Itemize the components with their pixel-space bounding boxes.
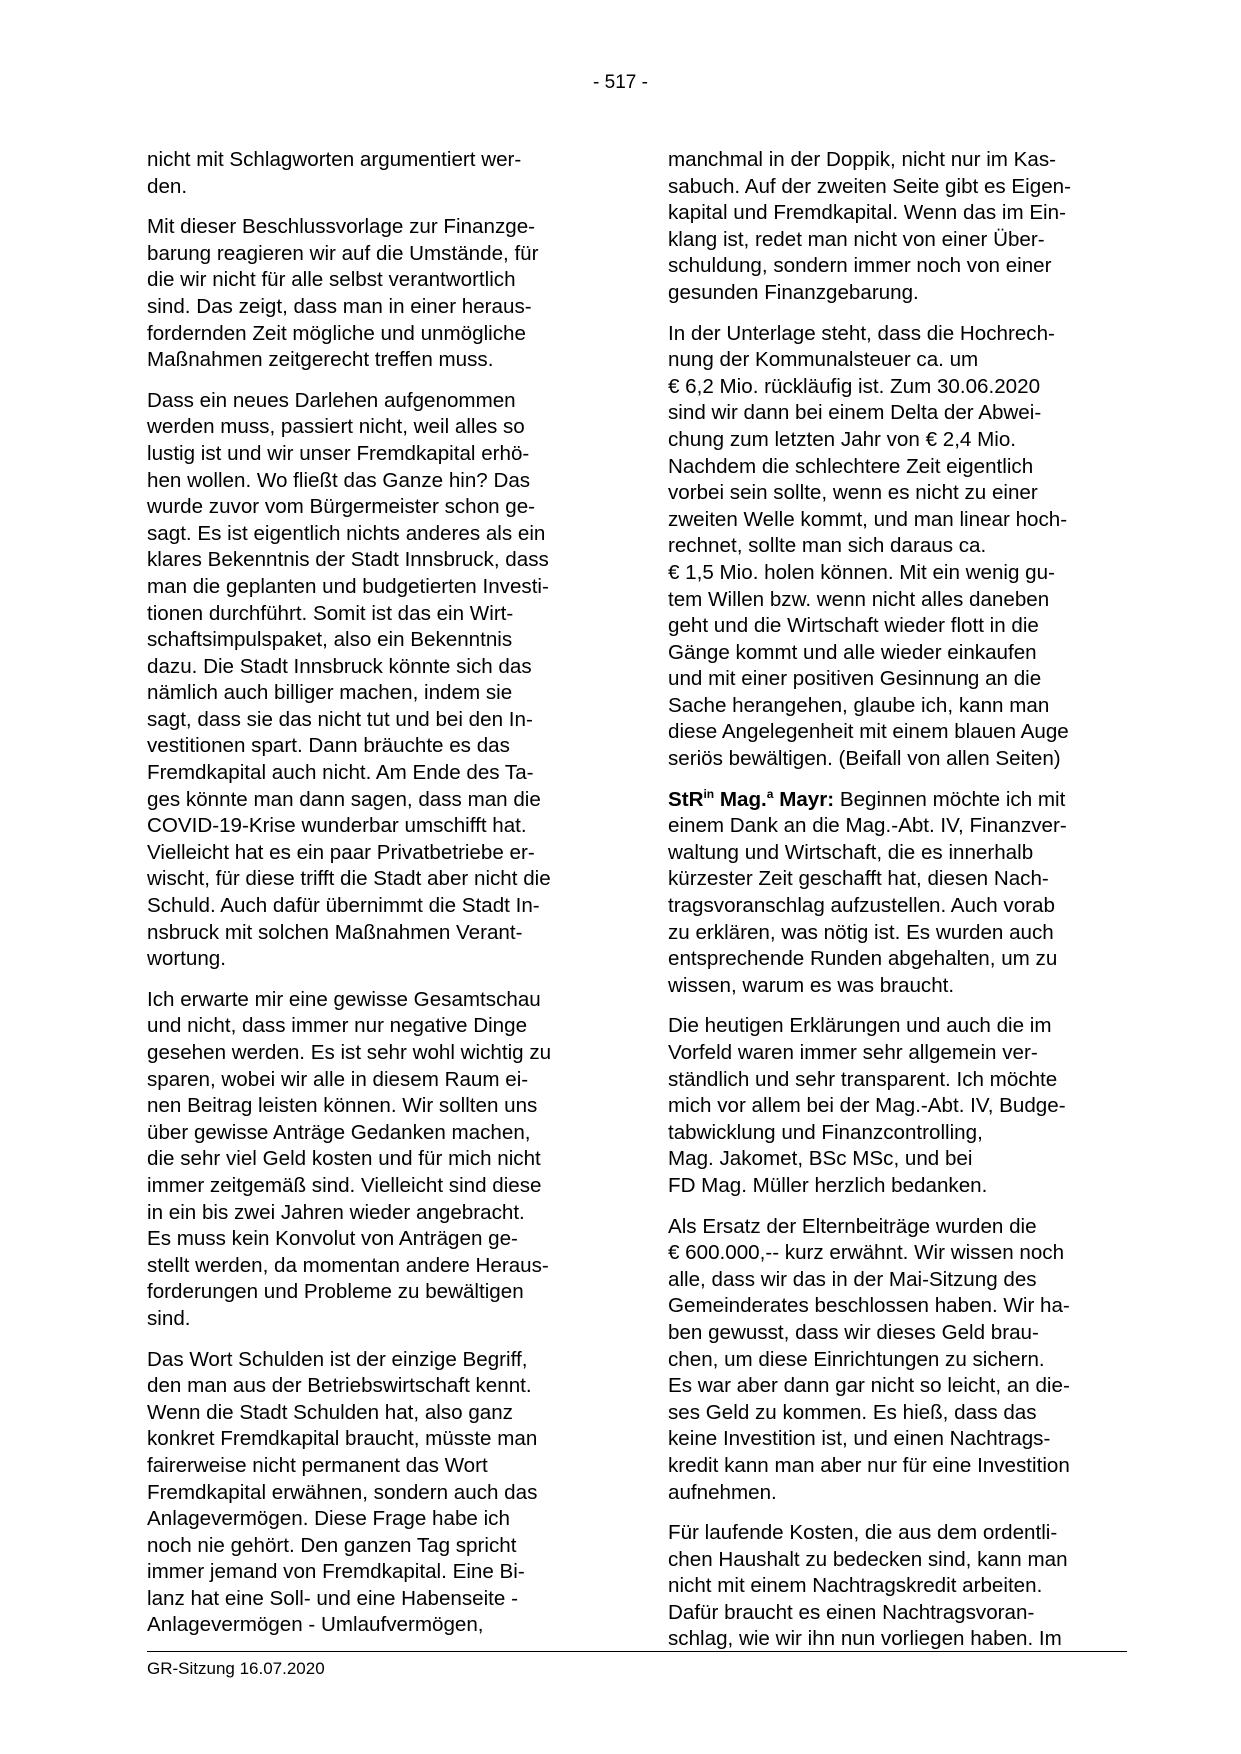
- text-line: Vorfeld waren immer sehr allgemein ver-: [668, 1041, 1038, 1064]
- text-line: Anlagevermögen - Umlaufvermögen,: [147, 1613, 484, 1637]
- text-line: nämlich auch billiger machen, indem sie: [147, 681, 513, 705]
- text-line: Anlagevermögen. Diese Frage habe ich: [147, 1507, 510, 1531]
- paragraph: [668, 321, 1138, 773]
- paragraph: [668, 1520, 1138, 1653]
- text-line: wortung.: [147, 947, 226, 971]
- text-line: tem Willen bzw. wenn nicht alles daneben: [668, 587, 1050, 611]
- text-line: wurde zuvor vom Bürgermeister schon ge-: [147, 495, 536, 519]
- text-line: Nachdem die schlechtere Zeit eigentlich: [668, 454, 1034, 478]
- paragraph: [147, 1347, 607, 1640]
- speaker-paragraph: [668, 787, 1138, 1000]
- text-line: seriös bewältigen. (Beifall von allen Seiten): [668, 747, 1061, 771]
- text-line: Ich erwarte mir eine gewisse Gesamtschau: [147, 987, 541, 1011]
- text-line: Sache herangehen, glaube ich, kann man: [668, 693, 1050, 717]
- text-line: mich vor allem bei der Mag.-Abt. IV, Budge-: [668, 1094, 1066, 1118]
- text-line: tionen durchführt. Somit ist das ein Wirt-: [147, 601, 514, 625]
- text-line: und nicht, dass immer nur negative Dinge: [147, 1014, 528, 1038]
- text-line: konkret Fremdkapital braucht, müsste man: [147, 1427, 538, 1451]
- speaker-lines: [668, 813, 1138, 999]
- text-line: sagt. Es ist eigentlich nichts anderes als ein: [147, 521, 546, 545]
- speaker-first-line: StR$^{in}$ Mag.$^a$ Mayr: Beginnen möchte ich mit: [668, 786, 1066, 811]
- text-line: ständlich und sehr transparent. Ich möchte: [668, 1067, 1058, 1091]
- text-line: sagt, dass sie das nicht tut und bei den In-: [147, 707, 533, 731]
- text-line: immer zeitgemäß sind. Vielleicht sind diese: [147, 1173, 542, 1197]
- text-line: klang ist, redet man nicht von einer Über-: [668, 227, 1045, 251]
- paragraph: [668, 147, 1138, 307]
- text-line: lustig ist und wir unser Fremdkapital erhö-: [147, 441, 530, 465]
- text-line: Es muss kein Konvolut von Anträgen ge-: [147, 1227, 518, 1251]
- text-line: Das Wort Schulden ist der einzige Begriff,: [147, 1347, 528, 1371]
- footer-text: GR-Sitzung 16.07.2020: [147, 1659, 325, 1678]
- text-line: kredit kann man aber nur für eine Investition: [668, 1453, 1070, 1477]
- text-line: sind wir dann bei einem Delta der Abwei-: [668, 401, 1042, 425]
- text-line: dazu. Die Stadt Innsbruck könnte sich das: [147, 654, 532, 678]
- text-line: COVID-19-Krise wunderbar umschifft hat.: [147, 814, 527, 838]
- paragraph: [147, 214, 607, 374]
- text-line: einem Dank an die Mag.-Abt. IV, Finanzver-: [668, 814, 1067, 838]
- text-line: keine Investition ist, und einen Nachtrags-: [668, 1427, 1051, 1451]
- text-line: noch nie gehört. Den ganzen Tag spricht: [147, 1533, 517, 1557]
- text-line: Es war aber dann gar nicht so leicht, an die-: [668, 1374, 1070, 1398]
- text-line: ben gewusst, dass wir dieses Geld brau-: [668, 1320, 1039, 1344]
- text-line: Gemeinderates beschlossen haben. Wir ha-: [668, 1294, 1070, 1318]
- paragraph: [147, 147, 607, 200]
- text-line: diese Angelegenheit mit einem blauen Auge: [668, 720, 1069, 744]
- text-line: man die geplanten und budgetierten Investi-: [147, 574, 549, 598]
- text-line: schaftsimpulspaket, also ein Bekenntnis: [147, 628, 513, 652]
- text-line: kapital und Fremdkapital. Wenn das im Ein-: [668, 201, 1066, 225]
- text-line: tragsvoranschlag aufzustellen. Auch vorab: [668, 894, 1055, 918]
- text-line: € 6,2 Mio. rückläufig ist. Zum 30.06.2020: [668, 374, 1041, 398]
- text-line: aufnehmen.: [668, 1480, 777, 1504]
- text-line: die wir nicht für alle selbst verantwortlich: [147, 268, 516, 292]
- text-line: Fremdkapital erwähnen, sondern auch das: [147, 1480, 538, 1504]
- text-line: nen Beitrag leisten können. Wir sollten uns: [147, 1094, 538, 1118]
- text-line: nsbruck mit solchen Maßnahmen Verant-: [147, 920, 523, 944]
- text-line: chen, um diese Einrichtungen zu sichern.: [668, 1347, 1045, 1371]
- text-line: Für laufende Kosten, die aus dem ordentli-: [668, 1521, 1058, 1545]
- right-column: [668, 147, 1138, 1667]
- text-line: den.: [147, 174, 188, 198]
- text-line: € 600.000,-- kurz erwähnt. Wir wissen noch: [668, 1241, 1065, 1265]
- text-line: werden muss, passiert nicht, weil alles so: [147, 415, 525, 439]
- text-line: über gewisse Anträge Gedanken machen,: [147, 1120, 531, 1144]
- text-line: Die heutigen Erklärungen und auch die im: [668, 1014, 1052, 1038]
- text-line: forderungen und Probleme zu bewältigen: [147, 1280, 524, 1304]
- text-line: in ein bis zwei Jahren wieder angebracht.: [147, 1200, 525, 1224]
- text-line: nicht mit Schlagworten argumentiert wer-: [147, 148, 522, 171]
- text-line: Gänge kommt und alle wieder einkaufen: [668, 640, 1037, 664]
- paragraph: [147, 388, 607, 973]
- text-line: sparen, wobei wir alle in diesem Raum ei-: [147, 1067, 529, 1091]
- text-line: schlag, wie wir ihn nun vorliegen haben. Im: [668, 1627, 1062, 1651]
- text-line: entsprechende Runden abgehalten, um zu: [668, 947, 1058, 971]
- text-line: Vielleicht hat es ein paar Privatbetriebe er-: [147, 840, 535, 864]
- text-line: sabuch. Auf der zweiten Seite gibt es Eigen-: [668, 174, 1071, 198]
- text-line: und mit einer positiven Gesinnung an die: [668, 667, 1042, 691]
- text-line: tabwicklung und Finanzcontrolling,: [668, 1120, 983, 1144]
- text-line: alle, dass wir das in der Mai-Sitzung des: [668, 1267, 1037, 1291]
- text-line: stellt werden, da momentan andere Heraus-: [147, 1253, 549, 1277]
- text-line: waltung und Wirtschaft, die es innerhalb: [668, 840, 1034, 864]
- text-line: den man aus der Betriebswirtschaft kennt.: [147, 1374, 532, 1398]
- text-line: Als Ersatz der Elternbeiträge wurden die: [668, 1214, 1037, 1238]
- paragraph: [668, 1214, 1138, 1507]
- text-line: zu erklären, was nötig ist. Es wurden auch: [668, 920, 1054, 944]
- text-line: immer jemand von Fremdkapital. Eine Bi-: [147, 1560, 525, 1584]
- text-line: gesehen werden. Es ist sehr wohl wichtig zu: [147, 1041, 552, 1064]
- text-line: Fremdkapital auch nicht. Am Ende des Ta-: [147, 761, 534, 785]
- page-number: - 517 -: [593, 72, 648, 93]
- right-paragraphs-before: [668, 147, 1138, 773]
- footer-divider: [147, 1651, 1127, 1652]
- text-line: die sehr viel Geld kosten und für mich nicht: [147, 1147, 541, 1171]
- text-line: ses Geld zu kommen. Es hieß, dass das: [668, 1400, 1037, 1424]
- text-line: Maßnahmen zeitgerecht treffen muss.: [147, 348, 494, 372]
- text-line: manchmal in der Doppik, nicht nur im Kas-: [668, 148, 1057, 171]
- text-line: wischt, für diese trifft die Stadt aber nicht die: [147, 867, 551, 891]
- text-line: Dafür braucht es einen Nachtragsvoran-: [668, 1600, 1035, 1624]
- text-line: rechnet, sollte man sich daraus ca.: [668, 534, 987, 558]
- text-line: Wenn die Stadt Schulden hat, also ganz: [147, 1400, 513, 1424]
- text-line: zweiten Welle kommt, und man linear hoch-: [668, 507, 1068, 531]
- text-line: sind. Das zeigt, dass man in einer heraus-: [147, 294, 532, 318]
- text-line: nicht mit einem Nachtragskredit arbeiten.: [668, 1574, 1043, 1598]
- text-line: Mit dieser Beschlussvorlage zur Finanzge-: [147, 215, 536, 239]
- text-line: Schuld. Auch dafür übernimmt die Stadt In-: [147, 894, 540, 918]
- text-line: gesunden Finanzgebarung.: [668, 280, 919, 304]
- text-line: schuldung, sondern immer noch von einer: [668, 254, 1052, 278]
- text-line: wissen, warum es was braucht.: [668, 973, 955, 997]
- text-line: kürzester Zeit geschafft hat, diesen Nach-: [668, 867, 1049, 891]
- text-line: klares Bekenntnis der Stadt Innsbruck, dass: [147, 548, 549, 572]
- text-line: In der Unterlage steht, dass die Hochrech-: [668, 321, 1055, 345]
- left-column: [147, 147, 607, 1653]
- text-line: barung reagieren wir auf die Umstände, für: [147, 241, 539, 265]
- text-line: fairerweise nicht permanent das Wort: [147, 1453, 488, 1477]
- text-line: ges könnte man dann sagen, dass man die: [147, 787, 541, 811]
- text-line: Dass ein neues Darlehen aufgenommen: [147, 388, 516, 412]
- text-line: geht und die Wirtschaft wieder flott in die: [668, 614, 1039, 638]
- speaker-name: StR$^{in}$ Mag.$^a$ Mayr:: [668, 786, 835, 811]
- text-line: chung zum letzten Jahr von € 2,4 Mio.: [668, 427, 1016, 451]
- paragraph: [668, 1013, 1138, 1199]
- text-line: nung der Kommunalsteuer ca. um: [668, 348, 979, 372]
- text-line: FD Mag. Müller herzlich bedanken.: [668, 1173, 988, 1197]
- paragraph: [147, 987, 607, 1333]
- text-line: € 1,5 Mio. holen können. Mit ein wenig gu-: [668, 560, 1055, 584]
- text-line: Mag. Jakomet, BSc MSc, und bei: [668, 1147, 973, 1171]
- text-line: hen wollen. Wo fließt das Ganze hin? Das: [147, 468, 531, 492]
- text-line: chen Haushalt zu bedecken sind, kann man: [668, 1547, 1068, 1571]
- text-line: fordernden Zeit mögliche und unmögliche: [147, 321, 526, 345]
- text-line: sind.: [147, 1306, 191, 1330]
- text-line: lanz hat eine Soll- und eine Habenseite -: [147, 1586, 518, 1610]
- text-line: vestitionen spart. Dann bräuchte es das: [147, 734, 510, 758]
- right-paragraphs-after: [668, 1013, 1138, 1653]
- text-line: vorbei sein sollte, wenn es nicht zu einer: [668, 481, 1038, 505]
